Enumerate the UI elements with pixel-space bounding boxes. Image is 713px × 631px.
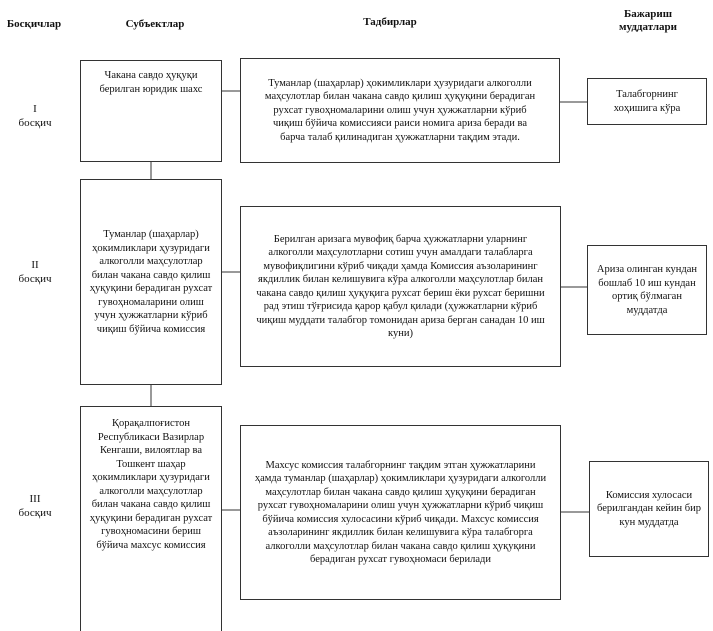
step-label-1 [10, 102, 60, 130]
deadline-text: Ариза олинган кундан бошлаб 10 иш кундан ортиқ бўлмаган муддатда [596, 264, 698, 316]
deadline-box-2 [587, 245, 707, 335]
header-stages: Босқичлар [6, 18, 62, 30]
header-subjects: Субъектлар [125, 18, 185, 30]
subject-text: Чакана савдо ҳуқуқи берилган юридик шахс [99, 70, 203, 95]
header-actions: Тадбирлар [363, 16, 417, 28]
action-box-1 [240, 58, 560, 163]
subject-box-2 [80, 179, 222, 385]
step-number: I [33, 103, 37, 115]
step-word: босқич [18, 273, 52, 285]
step-label-3 [10, 492, 60, 520]
action-text: Туманлар (шаҳарлар) ҳокимликлари ҳузуридаги алкоголли маҳсулотлар билан чакана савдо қилиш ҳуқуқини берадиган рухсат гувоҳномаларини олиш учун ҳужжатларни кўриб чиқиш бўйича комиссияси раиси номига ариза беради ва барча талаб қилинадиган ҳужжатларни тақдим этади. [264, 77, 536, 143]
deadline-box-3 [589, 461, 709, 557]
step-word: босқич [18, 507, 52, 519]
step-number: II [31, 259, 39, 271]
action-box-3 [240, 425, 561, 600]
deadline-text: Комиссия хулосаси берилгандан кейин бир кун муддатда [596, 489, 701, 528]
deadline-box-1 [587, 78, 707, 125]
action-text: Берилган аризага мувофиқ барча ҳужжатларни уларнинг алкоголли маҳсулотларни сотиш учун амалдаги талабларга мувофиқлигини кўриб чиқади ҳамда Комиссия аъзоларининг якдиллик билан келишувига кўра алкоголли маҳсулотлар билан чакана савдо қилиш ҳуқуқига рухсат бериш ёки рухсат беришни рад этиш тўғрисида қарор қабул қилади (ҳужжатларни кўриб чиқиш муддати талабгор томонидан ариза берган санадан 10 иш куни) [256, 233, 545, 339]
deadline-text: Талабгорнинг хоҳишига кўра [613, 89, 681, 114]
step-word: босқич [18, 117, 52, 129]
subject-text: Қорақалпоғистон Республикаси Вазирлар Кенгаши, вилоятлар ва Тошкент шаҳар ҳокимликлари ҳузуридаги алкоголли маҳсулотлар билан чакана савдо қилиш ҳуқуқини берадиган рухсат гувоҳномасини бериш бўйича махсус комиссия [89, 418, 213, 551]
action-box-2 [240, 206, 561, 367]
step-number: III [29, 493, 41, 505]
header-deadlines: Бажариш муддатлари [619, 8, 677, 33]
subject-box-1 [80, 60, 222, 162]
action-text: Махсус комиссия талабгорнинг тақдим этган ҳужжатларини ҳамда туманлар (шаҳарлар) ҳокимликлари ҳузуридаги алкоголли маҳсулотлар билан чакана савдо қилиш ҳуқуқини берадиган рухсат гувоҳномаларини олиш учун ҳужжатларни кўриб чиқиш бўйича комиссия хулосасини кўриб чиқади. Махсус комиссия аъзоларининг якдиллик билан келишувига кўра талабгорга алкоголли маҳсулотлар билан чакана савдо қилиш ҳуқуқини берадиган рухсат гувоҳномаси берилади [254, 459, 547, 565]
subject-text: Туманлар (шаҳарлар) ҳокимликлари ҳузуридаги алкоголли маҳсулотлар билан чакана савдо қилиш ҳуқуқини берадиган рухсат гувоҳномаларини олиш учун ҳужжатларни кўриб чиқиш бўйича комиссия [89, 229, 213, 335]
step-label-2 [10, 258, 60, 286]
subject-box-3 [80, 406, 222, 631]
